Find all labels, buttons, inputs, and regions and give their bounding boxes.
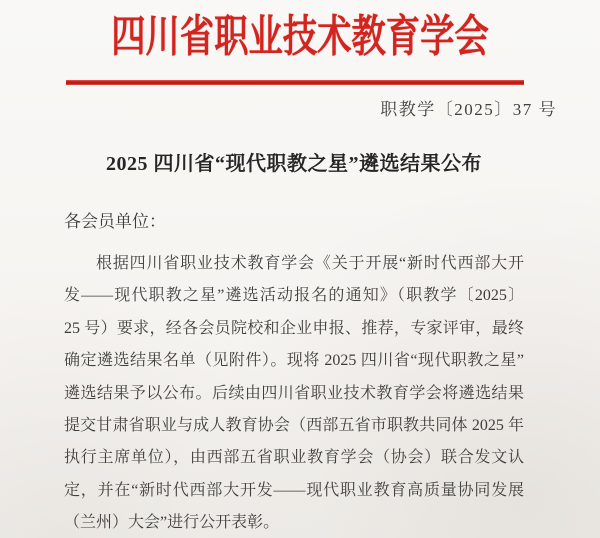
body-line: 遴选结果予以公布。后续由四川省职业技术教育学会将遴选结果 bbox=[64, 384, 524, 402]
doc-reference-number: 职教学〔2025〕37 号 bbox=[380, 100, 557, 119]
header-divider-line bbox=[66, 80, 524, 85]
document-title: 2025 四川省“现代职教之星”遴选结果公布 bbox=[106, 153, 482, 175]
body-line: 定，并在“新时代西部大开发——现代职业教育高质量协同发展 bbox=[64, 481, 524, 499]
body-line: 25 号）要求，经各会员院校和企业申报、推荐，专家评审，最终 bbox=[64, 319, 524, 337]
document-body-column bbox=[0, 150, 600, 538]
body-line: 根据四川省职业技术教育学会《关于开展“新时代西部大开 bbox=[96, 255, 524, 272]
body-line: 发——现代职教之星”遴选活动报名的通知》（职教学〔2025〕 bbox=[64, 287, 524, 305]
body-line: 执行主席单位），由西部五省职业教育学会（协会）联合发文认 bbox=[64, 449, 524, 467]
body-line: 提交甘肃省职业与成人教育协会（西部五省市职教共同体 2025 年 bbox=[64, 417, 524, 435]
salutation: 各会员单位： bbox=[64, 212, 166, 231]
body-line: 确定遴选结果名单（见附件）。现将 2025 四川省“现代职教之星” bbox=[64, 352, 524, 370]
body-line: （兰州）大会”进行公开表彰。 bbox=[64, 514, 280, 532]
org-name-header: 四川省职业技术教育学会 bbox=[111, 12, 489, 61]
body-paragraph bbox=[64, 248, 524, 538]
